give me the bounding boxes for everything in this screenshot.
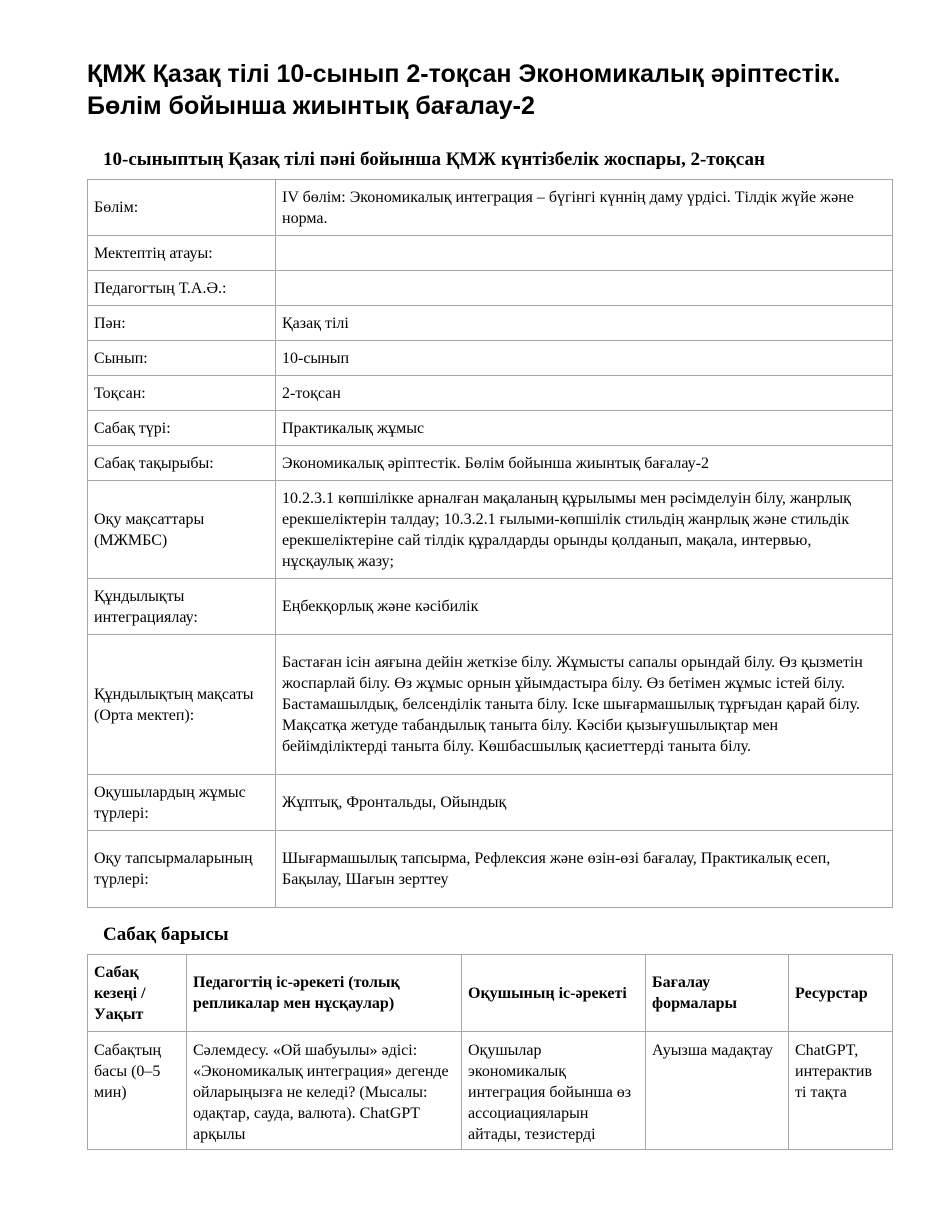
table-row <box>88 341 893 376</box>
info-key: Оқу мақсаттары (МЖМБС) <box>88 481 276 579</box>
info-value: Еңбекқорлық және кәсібилік <box>276 579 893 635</box>
info-value: 10.2.3.1 көпшілікке арналған мақаланың құрылымы мен рәсімделуін білу, жанрлық ерекшеліктерін талдау; 10.3.2.1 ғылыми-көпшілік стильдің жанрлық және стильдік ерекшеліктеріне сай тілдік құралдарды орынды қолданып, мақала, интервью, нұсқаулық жазу; <box>276 481 893 579</box>
info-key: Құндылықтың мақсаты (Орта мектеп): <box>88 635 276 775</box>
table-row <box>88 306 893 341</box>
info-key: Оқу тапсырмаларының түрлері: <box>88 831 276 908</box>
info-value: 10-сынып <box>276 341 893 376</box>
info-value: Экономикалық әріптестік. Бөлім бойынша жиынтық бағалау-2 <box>276 446 893 481</box>
lesson-resources: ChatGPT, интерактив ті тақта <box>789 1032 893 1150</box>
table-row <box>88 775 893 831</box>
info-value: Бастаған ісін аяғына дейін жеткізе білу. Жұмысты сапалы орындай білу. Өз қызметін жоспарлай білу. Өз жұмыс орнын ұйымдастыра білу. Өз бетімен жұмыс істей білу. Бастамашылдық, белсенділік таныта білу. Іске шығармашылық тұрғыдан қарай білу. Мақсатқа жетуде табандылық таныта білу. Кәсіби қызығушылықтар мен бейімділіктерді таныта білу. Көшбасшылық қасиеттерді таныта білу. <box>276 635 893 775</box>
info-value: Жұптық, Фронтальды, Ойындық <box>276 775 893 831</box>
info-key: Оқушылардың жұмыс түрлері: <box>88 775 276 831</box>
table-row <box>88 635 893 775</box>
table-row <box>88 1032 893 1150</box>
column-header-resources: Ресурстар <box>789 955 893 1032</box>
column-header-assessment: Бағалау формалары <box>646 955 789 1032</box>
info-table <box>87 179 893 908</box>
column-header-student: Оқушының іс-әрекеті <box>462 955 646 1032</box>
lesson-student-activity: Оқушылар экономикалық интеграция бойынша өз ассоциацияларын айтады, тезистерді <box>462 1032 646 1150</box>
info-key: Мектептің атауы: <box>88 236 276 271</box>
table-header-row <box>88 955 893 1032</box>
lesson-assessment: Ауызша мадақтау <box>646 1032 789 1150</box>
info-key: Сабақ түрі: <box>88 411 276 446</box>
info-value: Қазақ тілі <box>276 306 893 341</box>
info-key: Құндылықты интеграциялау: <box>88 579 276 635</box>
table-row <box>88 579 893 635</box>
lesson-teacher-activity: Сәлемдесу. «Ой шабуылы» әдісі: «Экономикалық интеграция» дегенде ойларыңызға не келеді? (Мысалы: одақтар, сауда, валюта). ChatGPT арқылы <box>187 1032 462 1150</box>
table-row <box>88 271 893 306</box>
table-row <box>88 446 893 481</box>
info-value <box>276 271 893 306</box>
info-value: IV бөлім: Экономикалық интеграция – бүгінгі күннің даму үрдісі. Тілдік жүйе және норма. <box>276 180 893 236</box>
table-row <box>88 831 893 908</box>
info-key: Сынып: <box>88 341 276 376</box>
info-key: Пән: <box>88 306 276 341</box>
info-value <box>276 236 893 271</box>
column-header-stage: Сабақ кезеңі / Уақыт <box>88 955 187 1032</box>
info-value: 2-тоқсан <box>276 376 893 411</box>
table-row <box>88 481 893 579</box>
lesson-table <box>87 954 893 1150</box>
plan-heading: 10-сыныптың Қазақ тілі пәні бойынша ҚМЖ күнтізбелік жоспары, 2-тоқсан <box>103 149 765 170</box>
table-row <box>88 411 893 446</box>
info-key: Сабақ тақырыбы: <box>88 446 276 481</box>
info-key: Педагогтың Т.А.Ә.: <box>88 271 276 306</box>
table-row <box>88 376 893 411</box>
info-value: Практикалық жұмыс <box>276 411 893 446</box>
lesson-stage: Сабақтың басы (0–5 мин) <box>88 1032 187 1150</box>
lesson-heading: Сабақ барысы <box>103 924 229 945</box>
table-row <box>88 236 893 271</box>
info-key: Тоқсан: <box>88 376 276 411</box>
document-title: ҚМЖ Қазақ тілі 10-сынып 2-тоқсан Экономикалық әріптестік. Бөлім бойынша жиынтық бағалау-2 <box>87 60 841 120</box>
column-header-teacher: Педагогтің іс-әрекеті (толық репликалар мен нұсқаулар) <box>187 955 462 1032</box>
info-key: Бөлім: <box>88 180 276 236</box>
info-value: Шығармашылық тапсырма, Рефлексия және өзін-өзі бағалау, Практикалық есеп, Бақылау, Шағын зерттеу <box>276 831 893 908</box>
table-row <box>88 180 893 236</box>
